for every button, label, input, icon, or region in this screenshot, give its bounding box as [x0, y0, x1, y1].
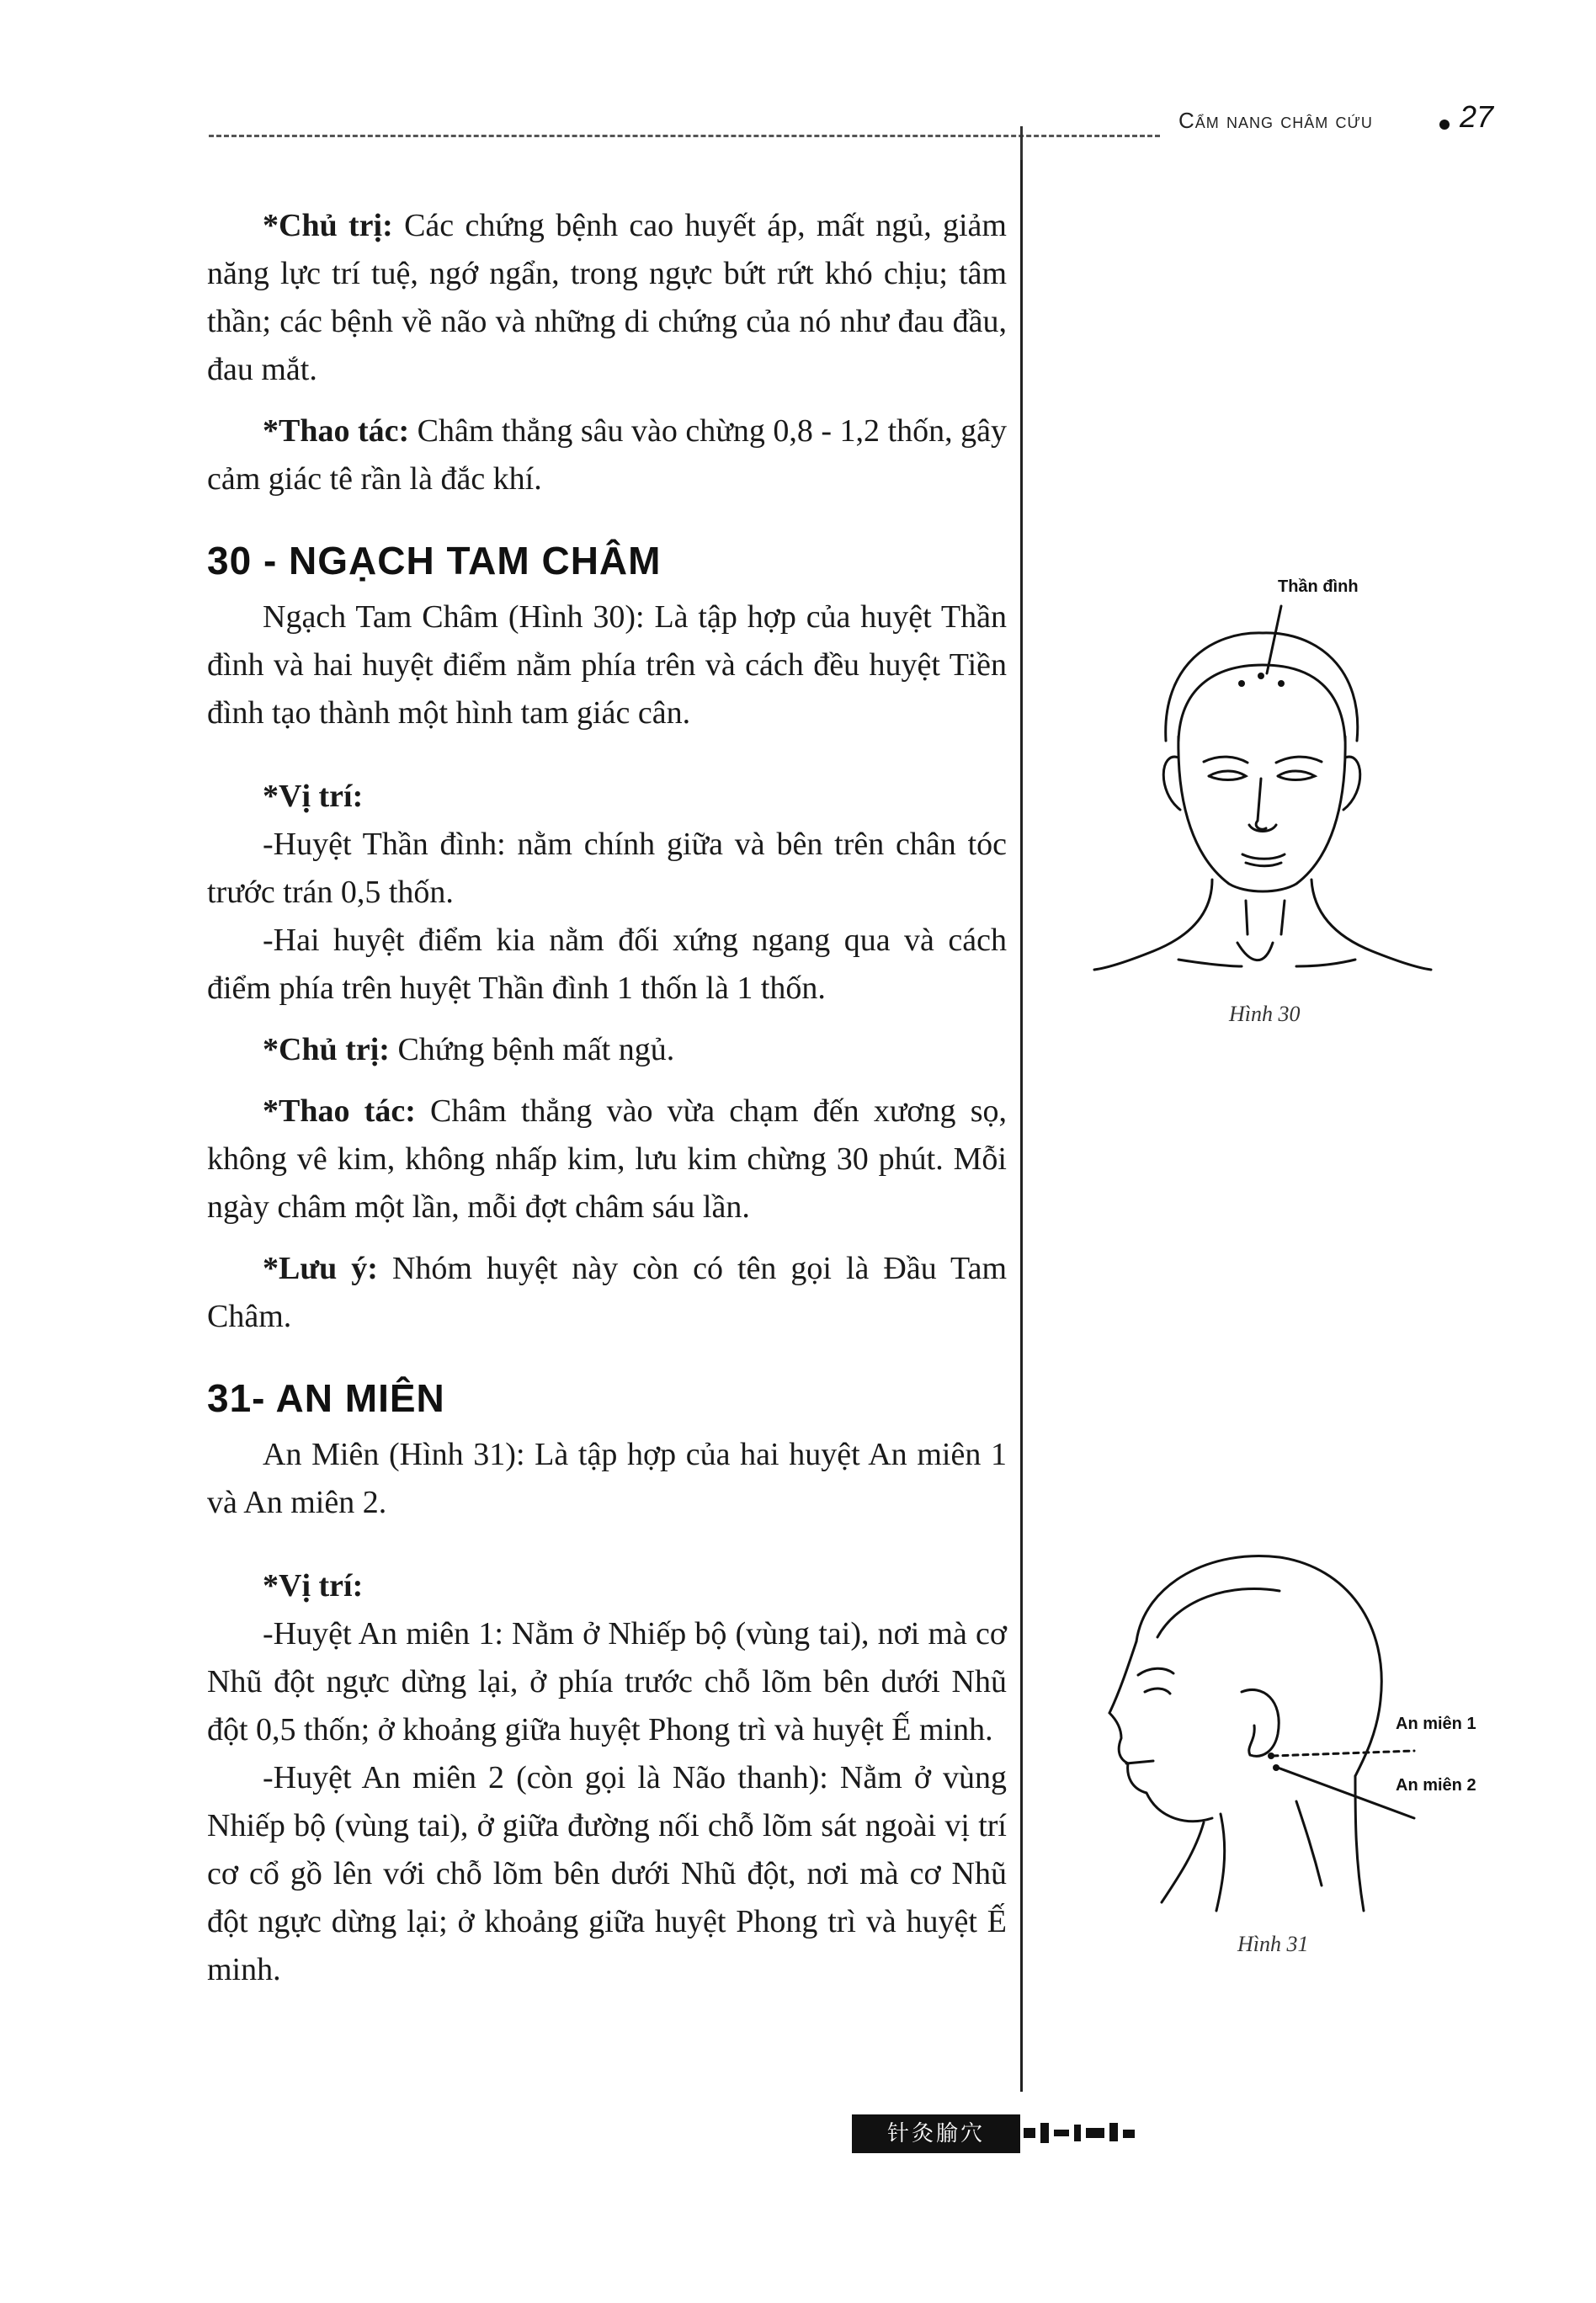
- front-head-illustration: [1086, 589, 1439, 993]
- header-bullet: [1439, 120, 1450, 130]
- chutri-text: Các chứng bệnh cao huyết áp, mất ngủ, giảm năng lực trí tuệ, ngớ ngẩn, trong ngực bứt rứt khó chịu; tâm thần; các bệnh về não và những di chứng của nó như đau đầu, đau mắt.: [207, 208, 1007, 387]
- figure-31-caption: Hình 31: [1237, 1932, 1309, 1956]
- section-30-luuy: *Lưu ý: Nhóm huyệt này còn có tên gọi là Đầu Tam Châm.: [207, 1251, 1007, 1334]
- section-30-vitri-2: -Hai huyệt điểm kia nằm đối xứng ngang qua và cách điểm phía trên huyệt Thần đình 1 thốn là 1 thốn.: [207, 923, 1007, 1006]
- running-title: Cẩm nang châm cứu: [1178, 108, 1373, 133]
- page-number: 27: [1460, 99, 1494, 134]
- chutri-label: *Chủ trị:: [263, 208, 393, 243]
- section-30-heading: 30 - NGẠCH TAM CHÂM: [207, 539, 662, 582]
- column-divider: [1020, 160, 1023, 2092]
- header-rule: [209, 135, 1160, 137]
- section-31-vitri-2: -Huyệt An miên 2 (còn gọi là Não thanh): Nằm ở vùng Nhiếp bộ (vùng tai), ở giữa đường nối chỗ lõm sát ngoài vị trí cơ cổ gồ lên với chỗ lõm bên dưới Nhũ đột, nơi mà cơ Nhũ đột ngực dừng lại; ở khoảng giữa huyệt Phong trì và huyệt Ế minh.: [207, 1760, 1007, 1987]
- figure-30-caption: Hình 30: [1229, 1002, 1301, 1026]
- an-mien-1-point: [1268, 1753, 1274, 1759]
- intro-chutri-paragraph: [207, 202, 1007, 394]
- section-30-intro: Ngạch Tam Châm (Hình 30): Là tập hợp của huyệt Thần đình và hai huyệt điểm nằm phía trên và cách đều huyệt Tiền đình tạo thành một hình tam giác cân.: [207, 599, 1007, 731]
- section-30-vitri-label: *Vị trí:: [263, 779, 364, 814]
- intro-thaotac-paragraph: [207, 407, 1007, 503]
- an-mien-2-point: [1273, 1764, 1279, 1771]
- footer-stamp-ornament: [1024, 2120, 1158, 2146]
- figure-30-front-head: [1086, 577, 1439, 1026]
- footer-stamp: 针灸腧穴: [852, 2114, 1020, 2153]
- an-mien-2-label: An miên 2: [1396, 1776, 1476, 1795]
- side-head-illustration: [1077, 1549, 1583, 1919]
- section-31-intro: An Miên (Hình 31): Là tập hợp của hai huyệt An miên 1 và An miên 2.: [207, 1437, 1007, 1520]
- side-point-left: [1238, 680, 1245, 687]
- side-point-right: [1278, 680, 1285, 687]
- section-31-vitri-1: -Huyệt An miên 1: Nằm ở Nhiếp bộ (vùng tai), nơi mà cơ Nhũ đột ngực dừng lại, ở phía trước chỗ lõm bên dưới Nhũ đột 0,5 thốn; ở khoảng giữa huyệt Phong trì và huyệt Ế minh.: [207, 1616, 1007, 1747]
- section-30-thaotac: *Thao tác: Châm thẳng vào vừa chạm đến xương sọ, không vê kim, không nhấp kim, lưu kim chừng 30 phút. Mỗi ngày châm một lần, mỗi đợt châm sáu lần.: [207, 1093, 1007, 1225]
- text-column: [207, 202, 1007, 2008]
- section-30-vitri-1: -Huyệt Thần đình: nằm chính giữa và bên trên chân tóc trước trán 0,5 thốn.: [207, 827, 1007, 910]
- section-31-heading: 31- AN MIÊN: [207, 1376, 445, 1420]
- figure-31-side-head: [1077, 1549, 1583, 1956]
- than-dinh-label: Thần đình: [1278, 577, 1359, 596]
- section-30-chutri: *Chủ trị: Chứng bệnh mất ngủ.: [263, 1032, 675, 1067]
- an-mien-1-label: An miên 1: [1396, 1715, 1476, 1733]
- thaotac-text: Châm thẳng sâu vào chừng 0,8 - 1,2 thốn, gây cảm giác tê rần là đắc khí.: [207, 413, 1007, 497]
- thaotac-label: *Thao tác:: [263, 413, 410, 449]
- header-divider-tick: [1020, 126, 1023, 160]
- than-dinh-point: [1258, 673, 1264, 679]
- section-31-vitri-label: *Vị trí:: [263, 1568, 364, 1604]
